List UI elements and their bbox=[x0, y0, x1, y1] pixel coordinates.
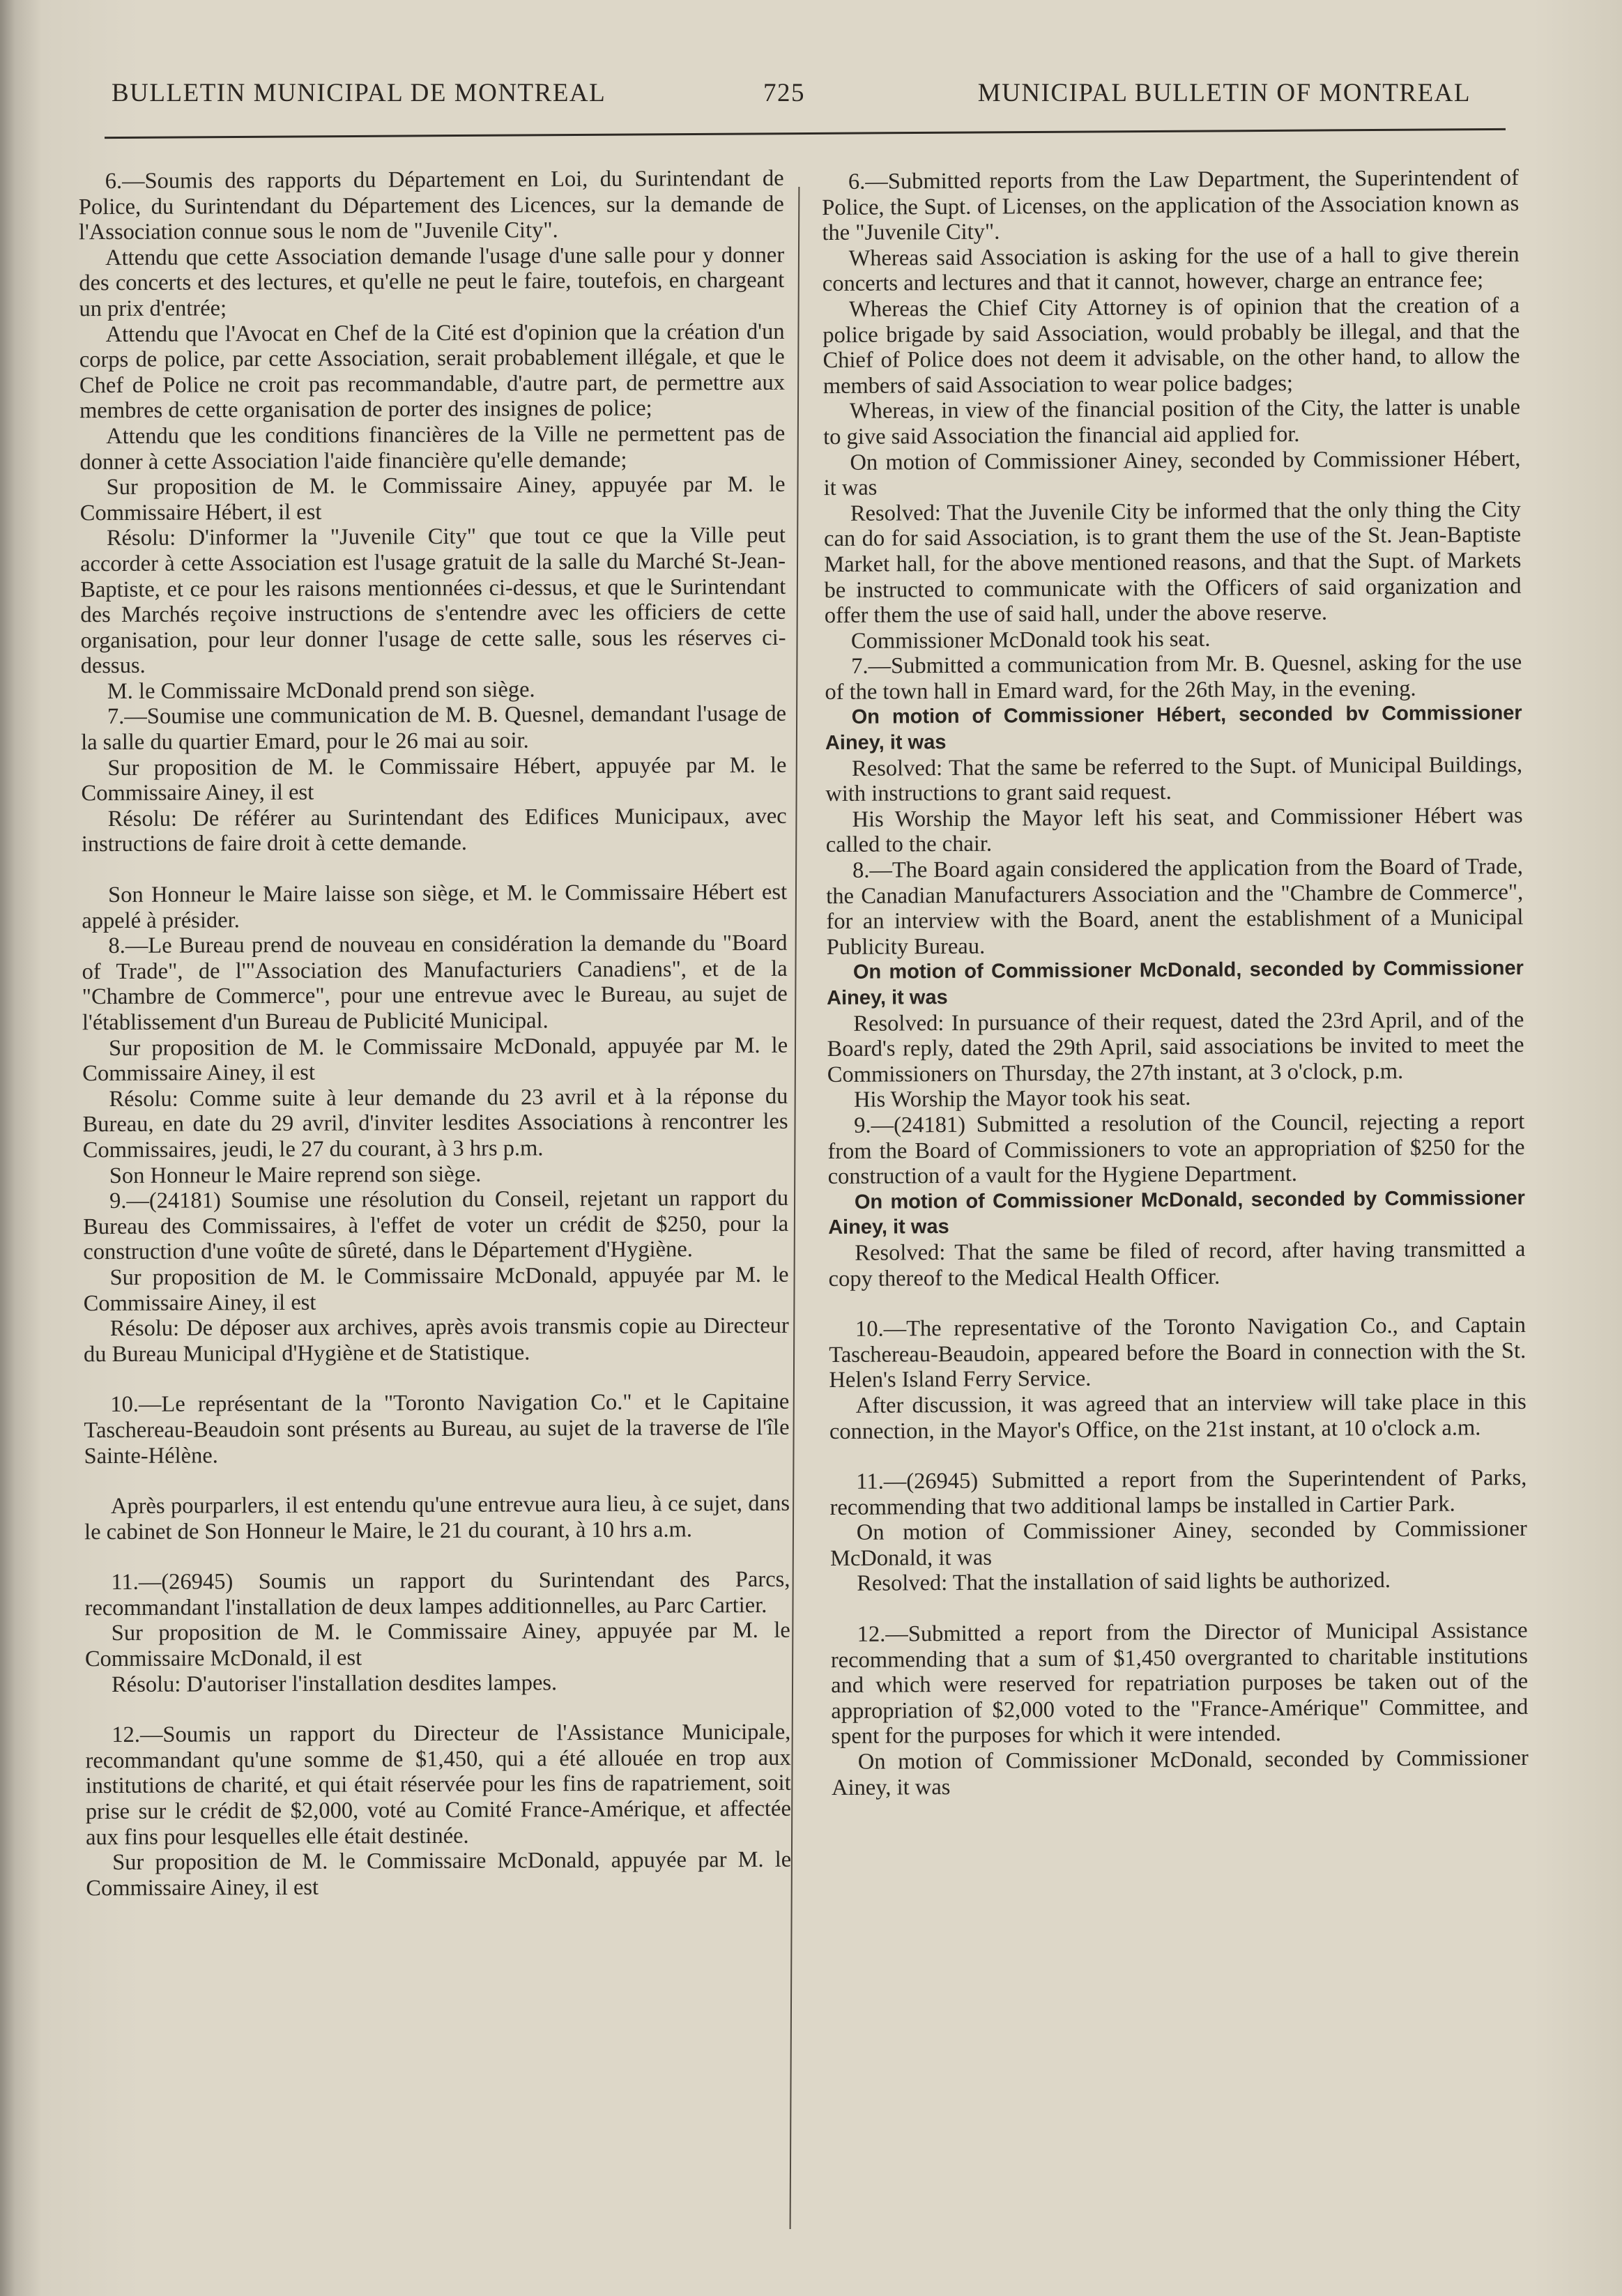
english-paragraph: Resolved: That the installation of said lights be authorized. bbox=[857, 1568, 1391, 1597]
french-paragraph: 12.—Soumis un rapport du Directeur de l'Assistance Municipale, recommandant qu'une somme de $1,450, qui a été allouée en trop aux institutions de charité, et qui était réservée pour les fins de rapatriement, soit prise sur le crédit de $2,000, voté au Comité France-Amérique, et affectée aux fins pour lesquelles elle était destinée. bbox=[85, 1720, 791, 1850]
header-title-english: MUNICIPAL BULLETIN OF MONTREAL bbox=[977, 79, 1471, 107]
paragraph-gap bbox=[84, 1364, 789, 1392]
french-paragraph: M. le Commissaire McDonald prend son siège. bbox=[107, 677, 535, 704]
french-paragraph: 11.—(26945) Soumis un rapport du Surintendant des Parcs, recommandant l'installation de deux lampes additionnelles, au Parc Cartier. bbox=[84, 1567, 790, 1621]
english-paragraph: 8.—The Board again considered the application from the Board of Trade, the Canadian Manufacturers Association and the "Chambre de Commerce", for an interview with the Board, anent the establishment of a Municipal Publicity Bureau. bbox=[826, 853, 1524, 960]
english-paragraph: Whereas, in view of the financial position of the City, the latter is unable to give said Association the financial aid applied for. bbox=[823, 395, 1521, 450]
column-divider bbox=[790, 187, 800, 2229]
english-paragraph: Resolved: In pursuance of their request, dated the 23rd April, and of the Board's reply, dated the 29th April, said associations be invited to meet the Commissioners on Thursday, the 27th instant, at 3 o'clock, p.m. bbox=[827, 1007, 1524, 1087]
english-paragraph: Commissioner McDonald took his seat. bbox=[850, 626, 1211, 654]
english-paragraph: 12.—Submitted a report from the Director of Municipal Assistance recommending that a sum of $1,450 overgranted to charitable institutions and which were reserved for repatriation purposes be taken out of the appropriation of $2,000 voted to the "France-Amérique" Committee, and spent for the purposes for which it were intended. bbox=[830, 1617, 1529, 1750]
paragraph-gap bbox=[84, 1466, 790, 1494]
english-paragraph: Whereas the Chief City Attorney is of opinion that the creation of a police brigade by said Association, would probably be illegal, and that the Chief of Police does not deem it advisable, on the other hand, to allow the members of said Association to wear police badges; bbox=[823, 292, 1520, 399]
french-paragraph: 9.—(24181) Soumise une résolution du Conseil, rejetant un rapport du Bureau des Commissaires, à l'effet de voter un crédit de $250, pour la construction d'une voûte de sûreté, dans le Département d'Hygiène. bbox=[83, 1185, 789, 1265]
paragraph-gap bbox=[85, 1694, 790, 1722]
paragraph-gap bbox=[829, 1440, 1527, 1469]
english-paragraph: Resolved: That the same be filed of record, after having transmitted a copy thereof to the Medical Health Officer. bbox=[828, 1236, 1526, 1292]
english-paragraph: 6.—Submitted reports from the Law Department, the Superintendent of Police, the Supt. of Licenses, on the application of the Association known as the "Juvenile City". bbox=[822, 164, 1520, 246]
english-column bbox=[822, 165, 1529, 1800]
french-paragraph: Attendu que les conditions financières de la Ville ne permettent pas de donner à cette Association l'aide financière qu'elle demande; bbox=[79, 420, 786, 475]
english-paragraph: His Worship the Mayor left his seat, and Commissioner Hébert was called to the chair. bbox=[825, 802, 1523, 858]
french-column bbox=[79, 166, 792, 1901]
header-rule bbox=[105, 128, 1506, 139]
french-paragraph: Résolu: D'informer la "Juvenile City" que tout ce que la Ville peut accorder à cette Association est l'usage gratuit de la salle du Marché St-Jean-Baptiste, et ce pour les raisons mentionnées ci-dessus, et que le Surintendant des Marchés reçoive instructions de s'entendre avec les officiers de cette organisation, pour leur donner l'usage de cette salle, sous les réserves ci-dessus. bbox=[79, 523, 786, 679]
english-paragraph: After discussion, it was agreed that an interview will take place in this connection, in the Mayor's Office, on the 21st instant, at 10 o'clock a.m. bbox=[829, 1388, 1527, 1444]
french-paragraph: Sur proposition de M. le Commissaire Hébert, appuyée par M. le Commissaire Ainey, il est bbox=[81, 752, 787, 806]
french-paragraph: Sur proposition de M. le Commissaire Ainey, appuyée par M. le Commissaire Hébert, il est bbox=[79, 471, 786, 526]
english-paragraph: 10.—The representative of the Toronto Navigation Co., and Captain Taschereau-Beaudoin, appeared before the Board in connection with the St. Helen's Island Ferry Service. bbox=[829, 1312, 1527, 1393]
paragraph-gap bbox=[829, 1287, 1526, 1317]
english-paragraph: On motion of Commissioner Ainey, seconded by Commissioner McDonald, it was bbox=[829, 1516, 1527, 1571]
french-paragraph: Attendu que l'Avocat en Chef de la Cité est d'opinion que la création d'un corps de police, par cette Association, serait probablement illégale, et que le Chef de Police ne croit pas recommandable, d'autre part, de permettre aux membres de cette organisation de porter des insignes de police; bbox=[79, 319, 786, 424]
english-paragraph: Resolved: That the Juvenile City be informed that the only thing the City can do for said Association, is to grant them the use of the St. Jean-Baptiste Market hall, for the above mentioned reasons, and that the Supt. of Markets be instructed to communicate with the Officers of said organization and offer them the use of said hall, under the above reserve. bbox=[823, 496, 1522, 629]
paragraph-gap bbox=[82, 855, 787, 882]
french-paragraph: 10.—Le représentant de la "Toronto Navigation Co." et le Capitaine Taschereau-Beaudoin sont présents au Bureau, au sujet de la traverse de l'île Sainte-Hélène. bbox=[84, 1389, 790, 1469]
french-paragraph: Résolu: Comme suite à leur demande du 23 avril et à la réponse du Bureau, en date du 29 avril, d'inviter lesdites Associations à rencontrer les Commissaires, jeudi, le 27 du courant, à 3 hrs p.m. bbox=[82, 1083, 788, 1163]
page-number: 725 bbox=[763, 79, 805, 107]
french-paragraph: 8.—Le Bureau prend de nouveau en considération la demande du "Board of Trade", de l'"Association des Manufacturiers Canadiens", et de la "Chambre de Commerce", pour une entrevue avec le Bureau, au sujet de l'établissement d'un Bureau de Publicité Municipal. bbox=[82, 931, 788, 1036]
french-paragraph: Sur proposition de M. le Commissaire McDonald, appuyée par M. le Commissaire Ainey, il est bbox=[86, 1846, 792, 1901]
english-paragraph: 7.—Submitted a communication from Mr. B. Quesnel, asking for the use of the town hall in Emard ward, for the 26th May, in the evening. bbox=[825, 650, 1522, 705]
french-paragraph: Résolu: De déposer aux archives, après avois transmis copie au Directeur du Bureau Municipal d'Hygiène et de Statistique. bbox=[83, 1312, 789, 1367]
english-paragraph: On motion of Commissioner McDonald, seconded by Commissioner Ainey, it was bbox=[828, 1186, 1525, 1239]
french-paragraph: Attendu que cette Association demande l'usage d'une salle pour y donner des concerts et des lectures, et qu'elle ne peut le faire, toutefois, en chargeant un prix d'entrée; bbox=[79, 242, 785, 322]
french-paragraph: Son Honneur le Maire reprend son siège. bbox=[109, 1161, 482, 1188]
french-paragraph: Résolu: D'autoriser l'installation desdites lampes. bbox=[111, 1669, 558, 1697]
english-paragraph: On motion of Commissioner McDonald, seconded by Commissioner Ainey, it was bbox=[831, 1745, 1529, 1800]
english-paragraph: 9.—(24181) Submitted a resolution of the Council, rejecting a report from the Board of Commissioners to vote an appropriation of $250 for the construction of a vault for the Hygiene Department. bbox=[827, 1108, 1525, 1190]
french-paragraph: Son Honneur le Maire laisse son siège, et M. le Commissaire Hébert est appelé à présider. bbox=[82, 879, 788, 933]
header-title-french: BULLETIN MUNICIPAL DE MONTREAL bbox=[112, 79, 606, 107]
french-paragraph: Résolu: De référer au Surintendant des Edifices Municipaux, avec instructions de faire droit à cette demande. bbox=[81, 803, 787, 857]
english-paragraph: On motion of Commissioner Ainey, seconded by Commissioner Hébert, it was bbox=[823, 445, 1521, 501]
english-paragraph: On motion of Commissioner Hébert, seconded bv Commissioner Ainey, it was bbox=[825, 702, 1522, 755]
french-paragraph: Sur proposition de M. le Commissaire Ainey, appuyée par M. le Commissaire McDonald, il est bbox=[84, 1618, 790, 1672]
paragraph-gap bbox=[830, 1593, 1527, 1622]
english-paragraph: Resolved: That the same be referred to the Supt. of Municipal Buildings, with instructions to grant said request. bbox=[825, 751, 1523, 807]
english-paragraph: Whereas said Association is asking for the use of a hall to give therein concerts and lectures and that it cannot, however, charge an entrance fee; bbox=[822, 241, 1520, 297]
page-header bbox=[112, 78, 1471, 120]
english-paragraph: His Worship the Mayor took his seat. bbox=[853, 1085, 1191, 1113]
french-paragraph: Après pourparlers, il est entendu qu'une entrevue aura lieu, à ce sujet, dans le cabinet de Son Honneur le Maire, le 21 du courant, à 10 hrs a.m. bbox=[84, 1490, 790, 1545]
french-paragraph: 7.—Soumise une communication de M. B. Quesnel, demandant l'usage de la salle du quartier Emard, pour le 26 mai au soir. bbox=[81, 701, 787, 756]
french-paragraph: Sur proposition de M. le Commissaire McDonald, appuyée par M. le Commissaire Ainey, il est bbox=[82, 1032, 788, 1087]
english-paragraph: 11.—(26945) Submitted a report from the Superintendent of Parks, recommending that two additional lamps be installed in Cartier Park. bbox=[829, 1465, 1527, 1520]
english-paragraph: On motion of Commissioner McDonald, seconded by Commissioner Ainey, it was bbox=[827, 957, 1524, 1010]
paragraph-gap bbox=[84, 1542, 790, 1570]
french-paragraph: 6.—Soumis des rapports du Département en Loi, du Surintendant de Police, du Surintendant du Département des Licences, sur la demande de l'Association connue sous le nom de "Juvenile City". bbox=[78, 165, 784, 245]
french-paragraph: Sur proposition de M. le Commissaire McDonald, appuyée par M. le Commissaire Ainey, il est bbox=[83, 1262, 789, 1316]
